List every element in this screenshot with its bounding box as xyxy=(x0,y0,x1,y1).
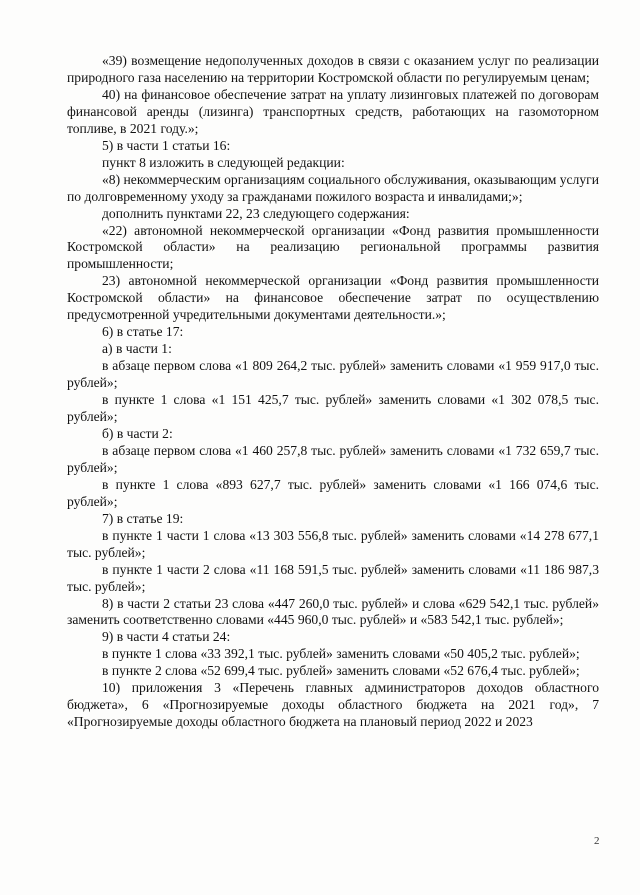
paragraph: 23) автономной некоммерческой организации «Фонд развития промышленности Костромской области» на финансовое обеспечение затрат по осуществлению предусмотренной учредительными документами деятельности.»; xyxy=(67,273,599,323)
paragraph: 10) приложения 3 «Перечень главных администраторов доходов областного бюджета», 6 «Прогнозируемые доходы областного бюджета на 2021 год», 7 «Прогнозируемые доходы областного бюджета на плановый период 2022 и 2023 xyxy=(67,680,599,730)
paragraph: дополнить пунктами 22, 23 следующего содержания: xyxy=(102,205,410,221)
paragraph: в пункте 2 слова «52 699,4 тыс. рублей» заменить словами «52 676,4 тыс. рублей»; xyxy=(102,663,580,679)
paragraph: в пункте 1 части 2 слова «11 168 591,5 тыс. рублей» заменить словами «11 186 987,3 тыс. рублей»; xyxy=(67,561,599,594)
paragraph: 7) в статье 19: xyxy=(102,510,184,526)
paragraph: пункт 8 изложить в следующей редакции: xyxy=(102,154,345,170)
document-body xyxy=(67,53,599,731)
paragraph: в абзаце первом слова «1 809 264,2 тыс. рублей» заменить словами «1 959 917,0 тыс. рублей»; xyxy=(67,358,599,391)
paragraph: 5) в части 1 статьи 16: xyxy=(102,137,231,153)
paragraph: в пункте 1 слова «33 392,1 тыс. рублей» заменить словами «50 405,2 тыс. рублей»; xyxy=(102,646,580,662)
paragraph: а) в части 1: xyxy=(102,341,172,357)
paragraph: 9) в части 4 статьи 24: xyxy=(102,629,231,645)
paragraph: в пункте 1 слова «893 627,7 тыс. рублей» заменить словами «1 166 074,6 тыс. рублей»; xyxy=(67,476,599,509)
paragraph: в пункте 1 слова «1 151 425,7 тыс. рублей» заменить словами «1 302 078,5 тыс. рублей»; xyxy=(67,392,599,425)
paragraph: «39) возмещение недополученных доходов в связи с оказанием услуг по реализации природного газа населению на территории Костромской области по регулируемым ценам; xyxy=(67,53,599,85)
paragraph: «22) автономной некоммерческой организации «Фонд развития промышленности Костромской области» на реализацию региональной программы развития промышленности; xyxy=(67,222,599,272)
paragraph: 8) в части 2 статьи 23 слова «447 260,0 тыс. рублей» и слова «629 542,1 тыс. рублей» заменить соответственно словами «445 960,0 тыс. рублей» и «583 542,1 тыс. рублей»; xyxy=(67,595,599,628)
paragraph: «8) некоммерческим организациям социального обслуживания, оказывающим услуги по долговременному уходу за гражданами пожилого возраста и инвалидами;»; xyxy=(67,171,599,204)
paragraph: 40) на финансовое обеспечение затрат на уплату лизинговых платежей по договорам финансовой аренды (лизинга) транспортных средств, работающих на газомоторном топливе, в 2021 году.»; xyxy=(67,86,599,136)
page-number: 2 xyxy=(594,835,600,847)
paragraph: в пункте 1 части 1 слова «13 303 556,8 тыс. рублей» заменить словами «14 278 677,1 тыс. рублей»; xyxy=(67,527,599,560)
paragraph: б) в части 2: xyxy=(102,425,173,441)
paragraph: 6) в статье 17: xyxy=(102,324,184,340)
paragraph: в абзаце первом слова «1 460 257,8 тыс. рублей» заменить словами «1 732 659,7 тыс. рублей»; xyxy=(67,442,599,475)
